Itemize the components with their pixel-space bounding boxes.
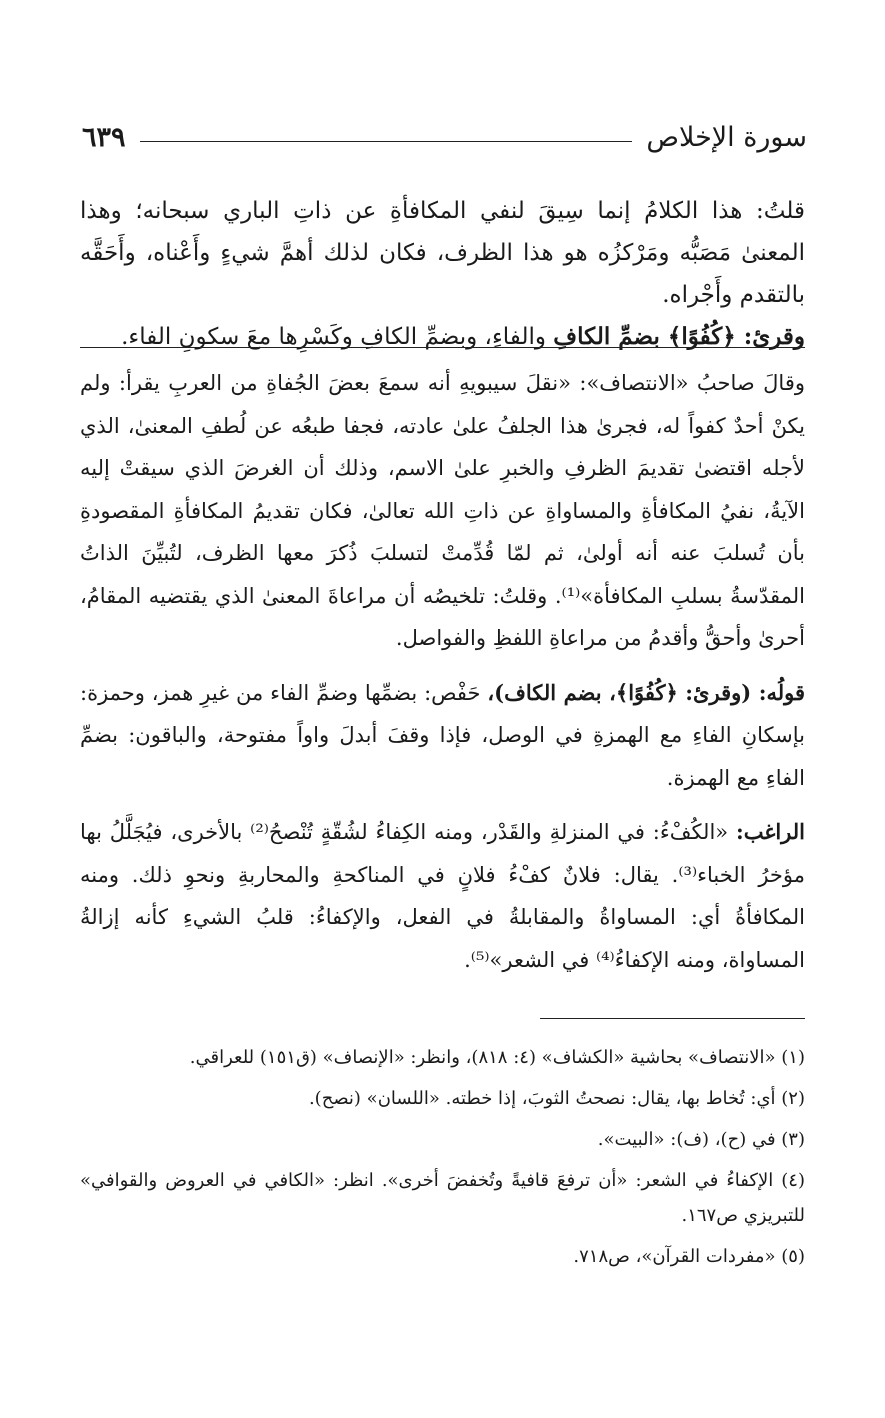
commentary-paragraph-1: وقالَ صاحبُ «الانتصاف»: «نقلَ سيبويهِ أنه سمعَ بعضَ الجُفاةِ من العربِ يقرأ: ولم يكنْ أحدٌ كفواً له، فجرىٰ هذا الجلفُ علىٰ عادته، فجفا طبعُه عن لُطفِ المعنىٰ، الذي لأجله اقتضىٰ تقديمَ الظرفِ والخبرِ علىٰ الاسم، وذلك أن الغرضَ الذي سيقتْ إليه الآيةُ، نفيُ المكافأةِ والمساواةِ عن ذاتِ الله تعالىٰ، فكان تقديمُ المكافأةِ المقصودةِ بأن تُسلبَ عنه أنه أولىٰ، ثم لمّا قُدِّمتْ لتسلبَ ذُكرَ معها الظرف، لتُبيِّنَ الذاتُ المقدّسةُ بسلبِ المكافأة»⁽¹⁾. وقلتُ: تلخيصُه أن مراعاةَ المعنىٰ الذي يقتضيه المقامُ، أحرىٰ وأحقُّ وأقدمُ من مراعاةِ اللفظِ والفواصل. bbox=[80, 371, 805, 650]
page-number: ٦٣٩ bbox=[82, 121, 126, 153]
footnote-1: (١) «الانتصاف» بحاشية «الكشاف» (٤: ٨١٨)، وانظر: «الإنصاف» (ق١٥١) للعراقي. bbox=[189, 1047, 805, 1068]
footnote-4: (٤) الإكفاءُ في الشعر: «أن ترفعَ قافيةً وتُخفضَ أخرى». انظر: «الكافي في العروض والقوافي» للتبريزي ص١٦٧. bbox=[80, 1170, 805, 1226]
reading-lead: وقرئ: ﴿كُفُوًا﴾ بضمِّ الكافِ bbox=[553, 323, 805, 350]
reading-note bbox=[80, 316, 805, 358]
commentary-2-rest: حَفْص: بضمِّها وضمِّ الفاء من غيرِ همز، وحمزة: بإسكانِ الفاءِ مع الهمزةِ في الوصل، فإذا وقفَ أبدلَ واواً مفتوحة، والباقون: بضمِّ الفاءِ مع الهمزة. bbox=[80, 680, 805, 790]
reading-rest: والفاءِ، وبضمِّ الكافِ وكَسْرِها معَ سكونِ الفاء. bbox=[121, 324, 546, 350]
surah-title: سورة الإخلاص bbox=[646, 121, 807, 153]
footnote-rule bbox=[540, 1018, 805, 1019]
commentary-2-lead: قولُه: (وقرئ: ﴿كُفُوًا﴾، بضم الكاف)، bbox=[487, 679, 805, 705]
commentary-3-rest: «الكُفْءُ: في المنزلةِ والقَدْر، ومنه الكِفاءُ لشُقّةٍ تُنْصحُ⁽²⁾ بالأخرى، فيُجَلَّلُ بها مؤخرُ الخباء⁽³⁾. يقال: فلانٌ كفْءُ فلانٍ في المناكحةِ والمحاربةِ ونحوِ ذلك. ومنه المكافأةُ أي: المساواةُ والمقابلةُ في الفعل، والإكفاءُ: قلبُ الشيءِ كأنه إزالةُ المساواة، ومنه الإكفاءُ⁽⁴⁾ في الشعر»⁽⁵⁾. bbox=[80, 820, 805, 972]
section-divider bbox=[80, 347, 805, 348]
commentary bbox=[80, 362, 805, 981]
page-header bbox=[82, 112, 807, 162]
footnote-2: (٢) أي: تُخاط بها، يقال: نصحتُ الثوبَ، إذا خطته. «اللسان» (نصح). bbox=[308, 1088, 805, 1109]
header-rule bbox=[140, 141, 633, 142]
commentary-3-lead: الراغب: bbox=[735, 819, 805, 844]
footnotes bbox=[80, 1040, 805, 1274]
commentary-paragraph-2 bbox=[80, 672, 805, 800]
main-text bbox=[80, 190, 805, 358]
footnote-3: (٣) في (ح)، (ف): «البيت». bbox=[597, 1129, 805, 1150]
commentary-paragraph-3 bbox=[80, 811, 805, 981]
footnote-5: (٥) «مفردات القرآن»، ص٧١٨. bbox=[573, 1246, 805, 1267]
main-paragraph: قلتُ: هذا الكلامُ إنما سِيقَ لنفي المكافأةِ عن ذاتِ الباري سبحانه؛ وهذا المعنىٰ مَصَبُّه ومَرْكزُه هو هذا الظرف، فكان لذلك أهمَّ شيءٍ وأَعْناه، وأَحَقَّه بالتقدم وأَجْراه. bbox=[80, 198, 805, 308]
